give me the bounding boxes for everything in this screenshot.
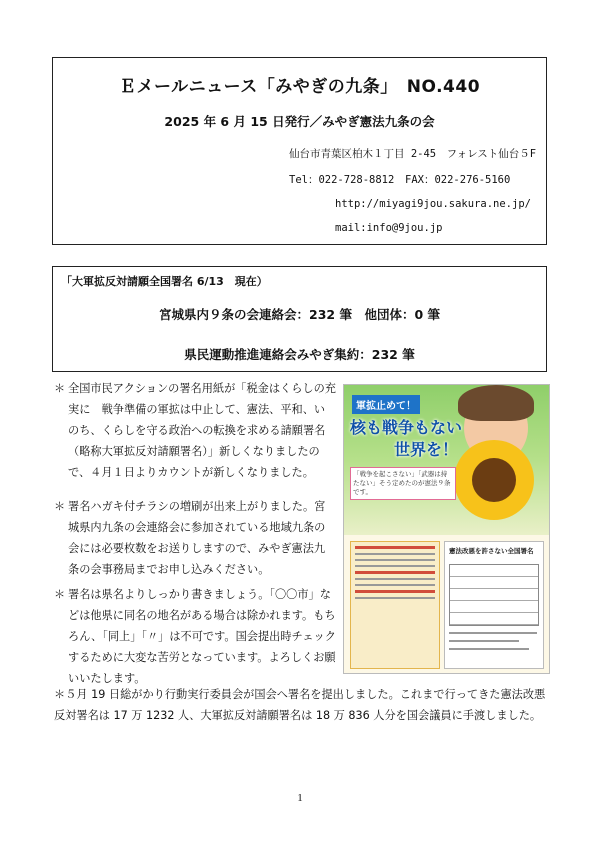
paragraph-1-text: 全国市民アクションの署名用紙が「税金はくらしの充実に 戦争準備の軍拡は中止して、憲法、平和、いのち、くらしを守る政治への転換を求める請願署名（略称大軍拡反対請願署名）」新しくなりましたので、４月１日よりカウントが新しくなりました。 [68, 382, 336, 479]
paragraph-3 [54, 584, 336, 689]
flyer-banner-1: 軍拡止めて！ [352, 395, 420, 414]
paragraph-1 [54, 378, 336, 483]
issue-line: 2025 年 6 月 15 日発行／みやぎ憲法九条の会 [164, 114, 435, 129]
fax: FAX：022-276-5160 [405, 174, 511, 186]
signature-count-box [52, 266, 547, 372]
bullet: ＊ [54, 500, 66, 513]
email-link[interactable]: mail:info@9jou.jp [335, 222, 443, 234]
flyer-subtext: 「戦争を起こさない」「武器は持たない」そう定めたのが憲法９条です。 [350, 467, 456, 500]
child-hair [458, 385, 534, 421]
flyer-banner-2: 核も戦争もない [350, 418, 463, 437]
header-box [52, 57, 547, 245]
page-number: 1 [297, 792, 303, 804]
signature-heading: 「大軍拡反対請願全国署名 6/13 現在） [61, 275, 268, 288]
address: 仙台市青葉区柏木１丁目 2-45 フォレスト仙台５F [289, 148, 537, 160]
tel: Tel：022-728-8812 [289, 174, 395, 186]
paragraph-2 [54, 496, 336, 580]
flyer-banner-3: 世界を！ [394, 440, 459, 459]
flyer-form-title: 憲法改悪を許さない全国署名 [449, 547, 534, 555]
bullet: ＊ [54, 382, 66, 395]
newsletter-title: Ｅメールニュース「みやぎの九条」 NO.440 [118, 77, 481, 97]
signature-count-line2: 県民運動推進連絡会みやぎ集約：232 筆 [184, 347, 415, 362]
flyer-info-panel [350, 541, 440, 669]
paragraph-4 [54, 684, 548, 726]
website-link[interactable]: http://miyagi9jou.sakura.ne.jp/ [335, 198, 531, 210]
flyer-form-table [449, 564, 539, 626]
paragraph-2-text: 署名ハガキ付チラシの増刷が出来上がりました。宮城県内九条の会連絡会に参加されている地域九条の会には必要枚数をお送りしますので、みやぎ憲法九条の会事務局までお申し込みください。 [68, 500, 326, 576]
flyer-image [343, 384, 550, 674]
paragraph-4-text: ５月 19 日総がかり行動実行委員会が国会へ署名を提出しました。これまで行ってきた憲法改悪反対署名は 17 万 1232 人、大軍拡反対請願署名は 18 万 836 人分を国会議員に手渡しました。 [54, 688, 546, 722]
bullet: ＊ [54, 688, 66, 701]
flyer-signature-form [444, 541, 544, 669]
paragraph-3-text: 署名は県名よりしっかり書きましょう。「〇〇市」などは他県に同名の地名がある場合は除かれます。もちろん、「同上」「〃」は不可です。国会提出時チェックするために大変な苦労となっています。よろしくお願いいたします。 [68, 588, 336, 685]
flyer-form [344, 535, 549, 673]
signature-count-line1: 宮城県内９条の会連絡会：232 筆 他団体：0 筆 [159, 307, 440, 322]
flyer-photo [344, 385, 549, 535]
sunflower-center [472, 458, 516, 502]
bullet: ＊ [54, 588, 66, 601]
